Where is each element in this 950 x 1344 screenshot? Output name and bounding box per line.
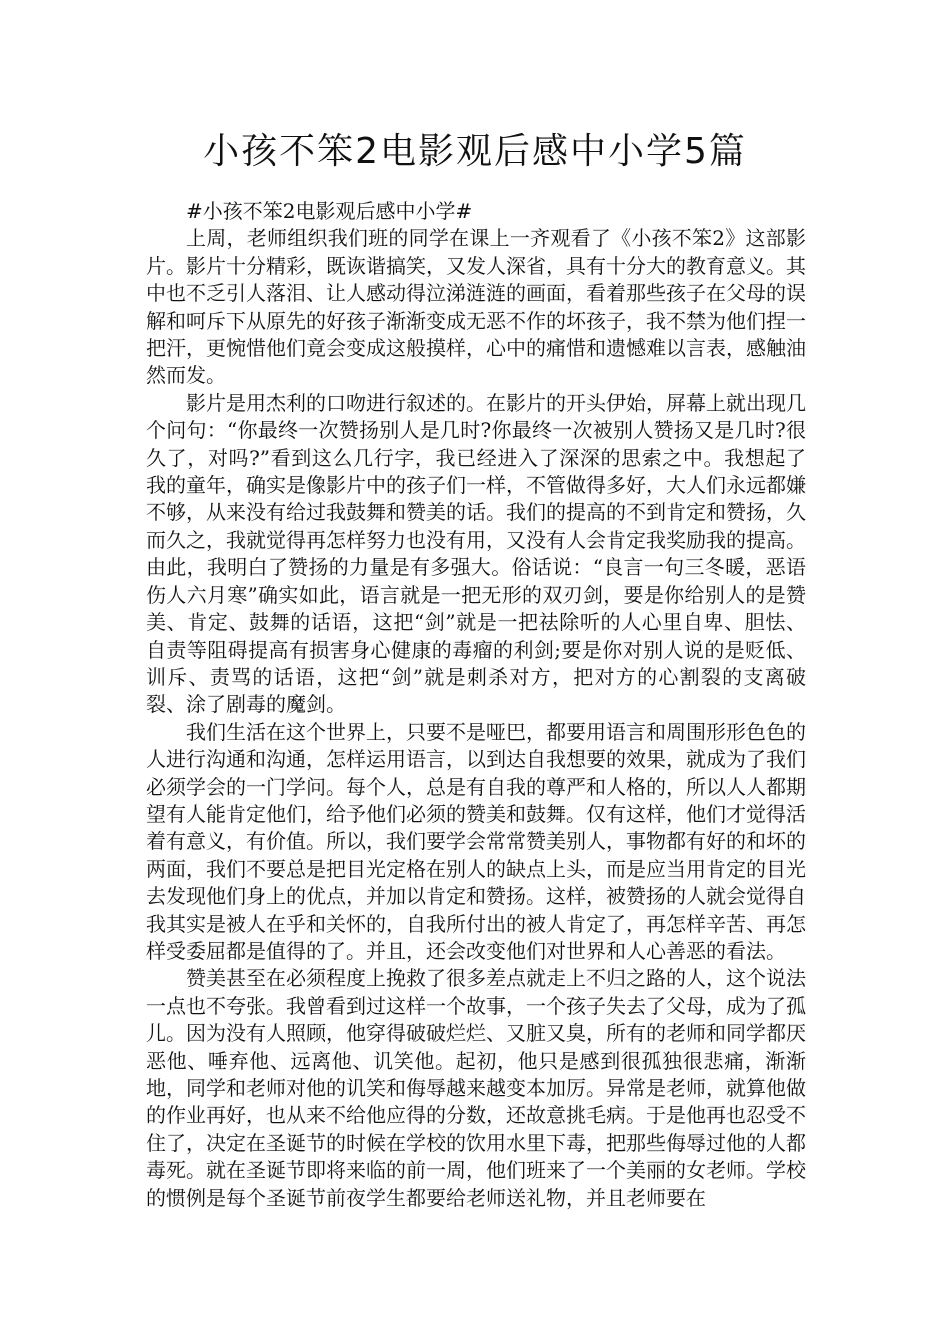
body-paragraph: 影片是用杰利的口吻进行叙述的。在影片的开头伊始，屏幕上就出现几个问句：“你最终一次赞扬别人是几时?你最终一次被别人赞扬又是几时?很久了，对吗?”看到这么几行字，我已经进入了深深的思索之中。我想起了我的童年，确实是像影片中的孩子们一样，不管做得多好，大人们永远都嫌不够，从来没有给过我鼓舞和赞美的话。我们的提高的不到肯定和赞扬，久而久之，我就觉得再怎样努力也没有用，又没有人会肯定我奖励我的提高。由此，我明白了赞扬的力量是有多强大。俗话说：“良言一句三冬暖，恶语伤人六月寒”确实如此，语言就是一把无形的双刃剑，要是你给别人的是赞美、肯定、鼓舞的话语，这把“剑”就是一把祛除听的人心里自卑、胆怯、自责等阻碍提高有损害身心健康的毒瘤的利剑;要是你对别人说的是贬低、训斥、责骂的话语，这把“剑”就是刺杀对方，把对方的心割裂的支离破裂、涂了剧毒的魔剑。 — [146, 390, 806, 717]
body-paragraph: 我们生活在这个世界上，只要不是哑巴，都要用语言和周围形形色色的人进行沟通和沟通，怎样运用语言，以到达自我想要的效果，就成为了我们必须学会的一门学问。每个人，总是有自我的尊严和人格的，所以人人都期望有人能肯定他们，给予他们必须的赞美和鼓舞。仅有这样，他们才觉得活着有意义，有价值。所以，我们要学会常常赞美别人，事物都有好的和坏的两面，我们不要总是把目光定格在别人的缺点上头，而是应当用肯定的目光去发现他们身上的优点，并加以肯定和赞扬。这样，被赞扬的人就会觉得自我其实是被人在乎和关怀的，自我所付出的被人肯定了，再怎样辛苦、再怎样受委屈都是值得的了。并且，还会改变他们对世界和人心善恶的看法。 — [146, 719, 806, 963]
body-paragraph: 上周，老师组织我们班的同学在课上一齐观看了《小孩不笨2》这部影片。影片十分精彩，既诙谐搞笑，又发人深省，具有十分大的教育意义。其中也不乏引人落泪、让人感动得泣涕涟涟的画面，看着那些孩子在父母的误解和呵斥下从原先的好孩子渐渐变成无恶不作的坏孩子，我不禁为他们捏一把汗，更惋惜他们竟会变成这般摸样，心中的痛惜和遗憾难以言表，感触油然而发。 — [146, 226, 806, 388]
document-title: 小孩不笨2电影观后感中小学5篇 — [203, 131, 747, 172]
document-body — [146, 198, 806, 1212]
body-paragraph: 赞美甚至在必须程度上挽救了很多差点就走上不归之路的人，这个说法一点也不夸张。我曾看到过这样一个故事，一个孩子失去了父母，成为了孤儿。因为没有人照顾，他穿得破破烂烂、又脏又臭，所有的老师和同学都厌恶他、唾弃他、远离他、讥笑他。起初，他只是感到很孤独很悲痛，渐渐地，同学和老师对他的讥笑和侮辱越来越变本加厉。异常是老师，就算他做的作业再好，也从来不给他应得的分数，还故意挑毛病。于是他再也忍受不住了，决定在圣诞节的时候在学校的饮用水里下毒，把那些侮辱过他的人都毒死。就在圣诞节即将来临的前一周，他们班来了一个美丽的女老师。学校的惯例是每个圣诞节前夜学生都要给老师送礼物，并且老师要在 — [146, 966, 806, 1210]
hashtag-line: #小孩不笨2电影观后感中小学# — [186, 199, 473, 223]
